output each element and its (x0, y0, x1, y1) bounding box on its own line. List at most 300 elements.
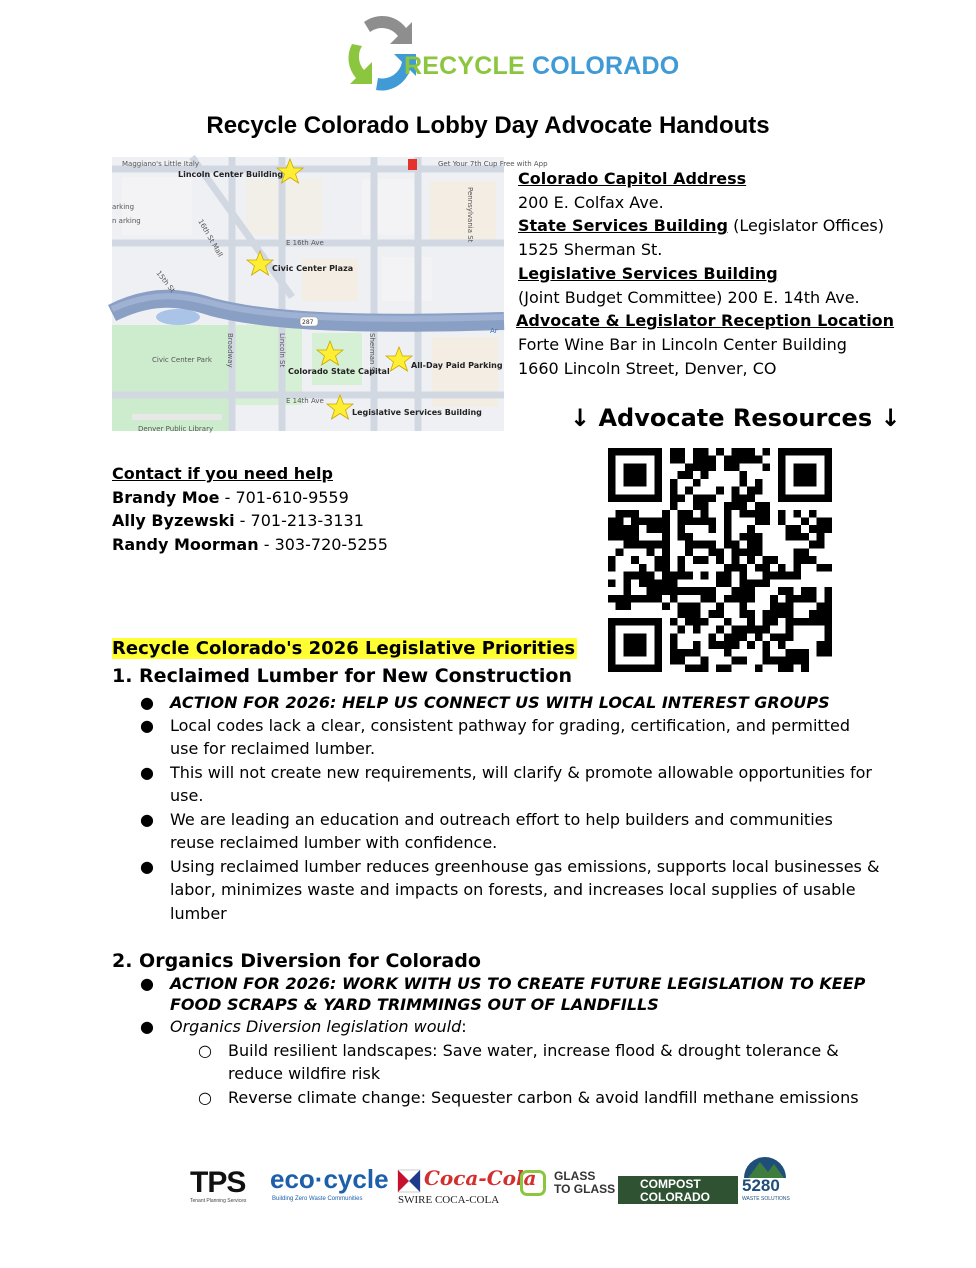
qr-module (616, 602, 624, 610)
qr-module (724, 572, 732, 580)
qr-module (623, 479, 631, 487)
list-item-text: This will not create new requirements, will clarify & promote allowable opportunities for use. (170, 762, 872, 805)
qr-module (786, 633, 794, 641)
qr-module (778, 463, 786, 471)
qr-module (778, 448, 786, 456)
qr-module (793, 595, 801, 603)
qr-module (770, 602, 778, 610)
qr-module (778, 456, 786, 464)
qr-module (732, 448, 740, 456)
qr-module (739, 494, 747, 502)
qr-module (623, 533, 631, 541)
map-label-e14th: E 14th Ave (286, 397, 324, 405)
qr-module (654, 448, 662, 456)
qr-module (739, 510, 747, 518)
qr-module (824, 525, 832, 533)
qr-module (623, 587, 631, 595)
qr-module (608, 487, 616, 495)
qr-module (724, 541, 732, 549)
qr-module (716, 610, 724, 618)
qr-module (793, 533, 801, 541)
qr-module (708, 525, 716, 533)
qr-module (670, 448, 678, 456)
qr-module (786, 448, 794, 456)
logo-word-colorado: COLORADO (532, 52, 680, 80)
qr-module (778, 610, 786, 618)
qr-module (747, 556, 755, 564)
qr-module (762, 463, 770, 471)
qr-module (747, 641, 755, 649)
qr-module (639, 633, 647, 641)
qr-module (647, 587, 655, 595)
map-label-civic-park: Civic Center Park (152, 356, 212, 364)
qr-module (693, 626, 701, 634)
qr-module (662, 572, 670, 580)
qr-module (608, 494, 616, 502)
qr-module (824, 487, 832, 495)
qr-module (678, 657, 686, 665)
qr-module (608, 564, 616, 572)
qr-module (762, 610, 770, 618)
list-item (140, 761, 880, 808)
qr-module (708, 633, 716, 641)
qr-module (654, 641, 662, 649)
qr-module (670, 649, 678, 657)
qr-module (770, 657, 778, 665)
qr-module (662, 525, 670, 533)
qr-module (762, 641, 770, 649)
qr-module (608, 618, 616, 626)
map-label-route-letter: Ar (490, 327, 498, 335)
qr-module (793, 525, 801, 533)
qr-module (608, 641, 616, 649)
qr-module (678, 533, 686, 541)
qr-module (701, 463, 709, 471)
qr-module (732, 556, 740, 564)
qr-module (824, 518, 832, 526)
map-label-civic-plaza: Civic Center Plaza (272, 264, 354, 273)
qr-module (770, 572, 778, 580)
qr-module (786, 602, 794, 610)
qr-module (747, 618, 755, 626)
qr-module (623, 649, 631, 657)
qr-module (654, 579, 662, 587)
qr-module (793, 471, 801, 479)
qr-module (662, 533, 670, 541)
qr-module (631, 471, 639, 479)
sub-list-item-text: Build resilient landscapes: Save water, increase flood & drought tolerance & reduce wildfire risk (228, 1040, 839, 1083)
qr-module (770, 610, 778, 618)
qr-module (809, 463, 817, 471)
capitol-area-map (112, 157, 548, 433)
qr-module (701, 595, 709, 603)
qr-module (793, 649, 801, 657)
qr-module (755, 518, 763, 526)
qr-module (732, 564, 740, 572)
qr-module (631, 618, 639, 626)
qr-module (762, 579, 770, 587)
qr-module (685, 664, 693, 672)
qr-module (817, 533, 825, 541)
contact-phone[interactable]: - 303-720-5255 (258, 535, 388, 555)
qr-module (739, 502, 747, 510)
qr-module (824, 618, 832, 626)
section-2-lead-colon: : (461, 1017, 467, 1036)
qr-module (685, 471, 693, 479)
qr-module (647, 494, 655, 502)
map-label-parking-2: n arking (112, 217, 141, 225)
qr-module (623, 602, 631, 610)
qr-module (755, 664, 763, 672)
qr-module (662, 564, 670, 572)
qr-module (685, 602, 693, 610)
qr-module (762, 626, 770, 634)
qr-module (678, 649, 686, 657)
qr-module (685, 649, 693, 657)
qr-module (716, 626, 724, 634)
qr-module (670, 657, 678, 665)
qr-module (739, 572, 747, 580)
qr-module (724, 633, 732, 641)
qr-module (708, 641, 716, 649)
qr-module (793, 657, 801, 665)
qr-module (662, 556, 670, 564)
qr-module (654, 463, 662, 471)
qr-module (809, 541, 817, 549)
qr-module (747, 456, 755, 464)
map-label-16th-mall: 16th St Mall (196, 218, 225, 259)
bullet: ● (140, 856, 154, 876)
qr-module (778, 602, 786, 610)
qr-module (693, 587, 701, 595)
qr-module (616, 664, 624, 672)
qr-module (670, 633, 678, 641)
qr-module (724, 641, 732, 649)
qr-module (608, 448, 616, 456)
qr-module (747, 541, 755, 549)
qr-module (685, 533, 693, 541)
qr-module (647, 595, 655, 603)
section-2-lead: Organics Diversion legislation would (170, 1017, 462, 1036)
section-1-list (140, 693, 880, 925)
qr-module (739, 626, 747, 634)
qr-module (708, 587, 716, 595)
qr-module (701, 572, 709, 580)
qr-module (631, 448, 639, 456)
list-item (140, 974, 880, 1015)
qr-module (824, 463, 832, 471)
qr-module (662, 541, 670, 549)
qr-module (747, 626, 755, 634)
qr-module (631, 510, 639, 518)
qr-module (654, 626, 662, 634)
qr-module (724, 463, 732, 471)
qr-module (693, 664, 701, 672)
map-label-maggianos: Maggiano's Little Italy (122, 160, 199, 168)
capitol-address-heading: Colorado Capitol Address (518, 169, 747, 188)
qr-module (631, 572, 639, 580)
qr-module (639, 471, 647, 479)
qr-module (631, 479, 639, 487)
qr-module (793, 556, 801, 564)
map-label-cup-promo: Get Your 7th Cup Free with App (438, 160, 548, 168)
qr-module (801, 595, 809, 603)
qr-module (732, 463, 740, 471)
qr-module (662, 602, 670, 610)
logo-wordmark (404, 52, 679, 81)
qr-module (647, 541, 655, 549)
contact-phone[interactable]: - 701-213-3131 (234, 511, 364, 531)
qr-module (762, 657, 770, 665)
qr-module (608, 649, 616, 657)
qr-module (747, 510, 755, 518)
qr-module (809, 556, 817, 564)
qr-module (747, 494, 755, 502)
qr-module (639, 641, 647, 649)
qr-module (817, 448, 825, 456)
bullet: ● (140, 762, 154, 782)
qr-module (608, 518, 616, 526)
qr-module (631, 649, 639, 657)
qr-module (824, 595, 832, 603)
5280-logo-subtitle: WASTE SOLUTIONS (742, 1196, 790, 1202)
list-item (140, 693, 880, 714)
qr-module (793, 479, 801, 487)
qr-module (755, 479, 763, 487)
qr-module (654, 564, 662, 572)
qr-module (654, 518, 662, 526)
qr-module (732, 494, 740, 502)
qr-module (654, 541, 662, 549)
swire-coca-cola-logo: SWIRE COCA-COLA (398, 1194, 500, 1206)
qr-module (786, 618, 794, 626)
list-item (140, 855, 880, 926)
qr-module (616, 494, 624, 502)
qr-module (662, 548, 670, 556)
qr-module (639, 564, 647, 572)
qr-module (708, 463, 716, 471)
qr-module (693, 518, 701, 526)
qr-module (732, 587, 740, 595)
qr-module (670, 641, 678, 649)
qr-module (817, 494, 825, 502)
qr-code[interactable] (608, 448, 832, 672)
qr-module (793, 448, 801, 456)
qr-module (809, 479, 817, 487)
bullet: ● (140, 974, 154, 993)
contact-block (112, 462, 388, 557)
qr-module (747, 548, 755, 556)
qr-module (701, 494, 709, 502)
contact-name: Randy Moorman (112, 535, 259, 555)
qr-module (778, 641, 786, 649)
qr-module (801, 471, 809, 479)
qr-module (824, 602, 832, 610)
qr-module (654, 494, 662, 502)
qr-module (678, 564, 686, 572)
qr-module (693, 641, 701, 649)
qr-module (732, 487, 740, 495)
qr-module (762, 502, 770, 510)
map-label-leg-services: Legislative Services Building (352, 408, 482, 417)
qr-module (824, 610, 832, 618)
qr-module (670, 456, 678, 464)
qr-module (647, 548, 655, 556)
address-block (518, 167, 894, 380)
sub-bullet: ○ (198, 1040, 212, 1060)
5280-mountain-icon (742, 1152, 788, 1178)
list-item (140, 714, 880, 761)
qr-module (631, 494, 639, 502)
qr-module (608, 626, 616, 634)
qr-module (762, 556, 770, 564)
qr-module (824, 633, 832, 641)
qr-module (623, 664, 631, 672)
sub-bullet: ○ (198, 1087, 212, 1107)
qr-module (770, 556, 778, 564)
qr-module (724, 510, 732, 518)
qr-module (701, 541, 709, 549)
qr-module (778, 479, 786, 487)
qr-module (793, 494, 801, 502)
qr-module (724, 579, 732, 587)
lsb-heading: Legislative Services Building (518, 263, 778, 283)
contact-row (112, 486, 388, 510)
qr-module (824, 649, 832, 657)
qr-module (786, 664, 794, 672)
qr-module (608, 479, 616, 487)
qr-module (739, 602, 747, 610)
bullet: ● (140, 1017, 154, 1036)
ssb-address: 1525 Sherman St. (518, 240, 663, 260)
qr-module (662, 510, 670, 518)
qr-module (623, 641, 631, 649)
qr-module (755, 510, 763, 518)
qr-module (654, 657, 662, 665)
qr-module (654, 479, 662, 487)
qr-module (817, 602, 825, 610)
qr-module (801, 448, 809, 456)
qr-module (716, 572, 724, 580)
qr-module (747, 587, 755, 595)
qr-module (608, 595, 616, 603)
section-2-action: ACTION FOR 2026: WORK WITH US TO CREATE FUTURE LEGISLATION TO KEEP FOOD SCRAPS & YARD TRIMMINGS OUT OF LANDFILLS (170, 974, 866, 1014)
qr-module (739, 595, 747, 603)
qr-module (809, 510, 817, 518)
qr-module (670, 487, 678, 495)
qr-module (732, 641, 740, 649)
qr-module (716, 487, 724, 495)
qr-module (685, 618, 693, 626)
contact-row (112, 533, 388, 557)
qr-module (678, 518, 686, 526)
qr-module (623, 618, 631, 626)
glass-to-glass-logo-line-2: TO GLASS (554, 1182, 616, 1196)
map-label-e16th: E 16th Ave (286, 239, 324, 247)
qr-module (654, 633, 662, 641)
qr-module (639, 664, 647, 672)
qr-module (654, 456, 662, 464)
qr-module (755, 533, 763, 541)
qr-module (739, 610, 747, 618)
qr-module (724, 456, 732, 464)
map-poi-icon (408, 159, 417, 170)
list-item (140, 1015, 880, 1039)
qr-module (817, 641, 825, 649)
qr-module (639, 518, 647, 526)
qr-module (801, 664, 809, 672)
qr-module (647, 525, 655, 533)
qr-module (701, 518, 709, 526)
glass-to-glass-logo-line-1: GLASS (554, 1169, 596, 1183)
qr-module (747, 579, 755, 587)
qr-module (616, 518, 624, 526)
qr-module (678, 602, 686, 610)
contact-phone[interactable]: - 701-610-9559 (219, 487, 349, 507)
qr-module (623, 633, 631, 641)
qr-module (755, 548, 763, 556)
qr-module (693, 610, 701, 618)
qr-module (817, 610, 825, 618)
qr-module (755, 564, 763, 572)
qr-module (701, 448, 709, 456)
qr-module (793, 463, 801, 471)
map-label-pennsylvania: Pennsylvania St (466, 187, 474, 243)
qr-module (623, 595, 631, 603)
qr-module (639, 494, 647, 502)
qr-module (809, 525, 817, 533)
qr-module (739, 533, 747, 541)
qr-module (716, 579, 724, 587)
qr-module (786, 533, 794, 541)
qr-module (693, 494, 701, 502)
qr-module (809, 610, 817, 618)
qr-module (678, 587, 686, 595)
qr-module (662, 579, 670, 587)
ssb-heading: State Services Building (518, 216, 728, 236)
qr-module (616, 448, 624, 456)
qr-module (631, 533, 639, 541)
page-title: Recycle Colorado Lobby Day Advocate Handouts (206, 112, 770, 139)
qr-module (708, 548, 716, 556)
qr-module (716, 602, 724, 610)
qr-module (616, 618, 624, 626)
qr-module (801, 587, 809, 595)
qr-module (616, 595, 624, 603)
qr-module (678, 448, 686, 456)
qr-module (654, 618, 662, 626)
qr-module (786, 649, 794, 657)
qr-module (724, 595, 732, 603)
qr-module (647, 572, 655, 580)
qr-module (639, 448, 647, 456)
qr-module (708, 518, 716, 526)
qr-module (809, 448, 817, 456)
qr-module (755, 633, 763, 641)
qr-module (778, 572, 786, 580)
qr-module (747, 487, 755, 495)
qr-module (824, 626, 832, 634)
qr-module (793, 618, 801, 626)
qr-module (623, 579, 631, 587)
qr-module (678, 510, 686, 518)
list-item-text: We are leading an education and outreach effort to help builders and communities reuse reclaimed lumber with confidence. (170, 809, 833, 852)
qr-module (817, 525, 825, 533)
qr-module (693, 556, 701, 564)
qr-module (670, 572, 678, 580)
qr-module (739, 471, 747, 479)
glass-to-glass-icon (520, 1170, 546, 1196)
